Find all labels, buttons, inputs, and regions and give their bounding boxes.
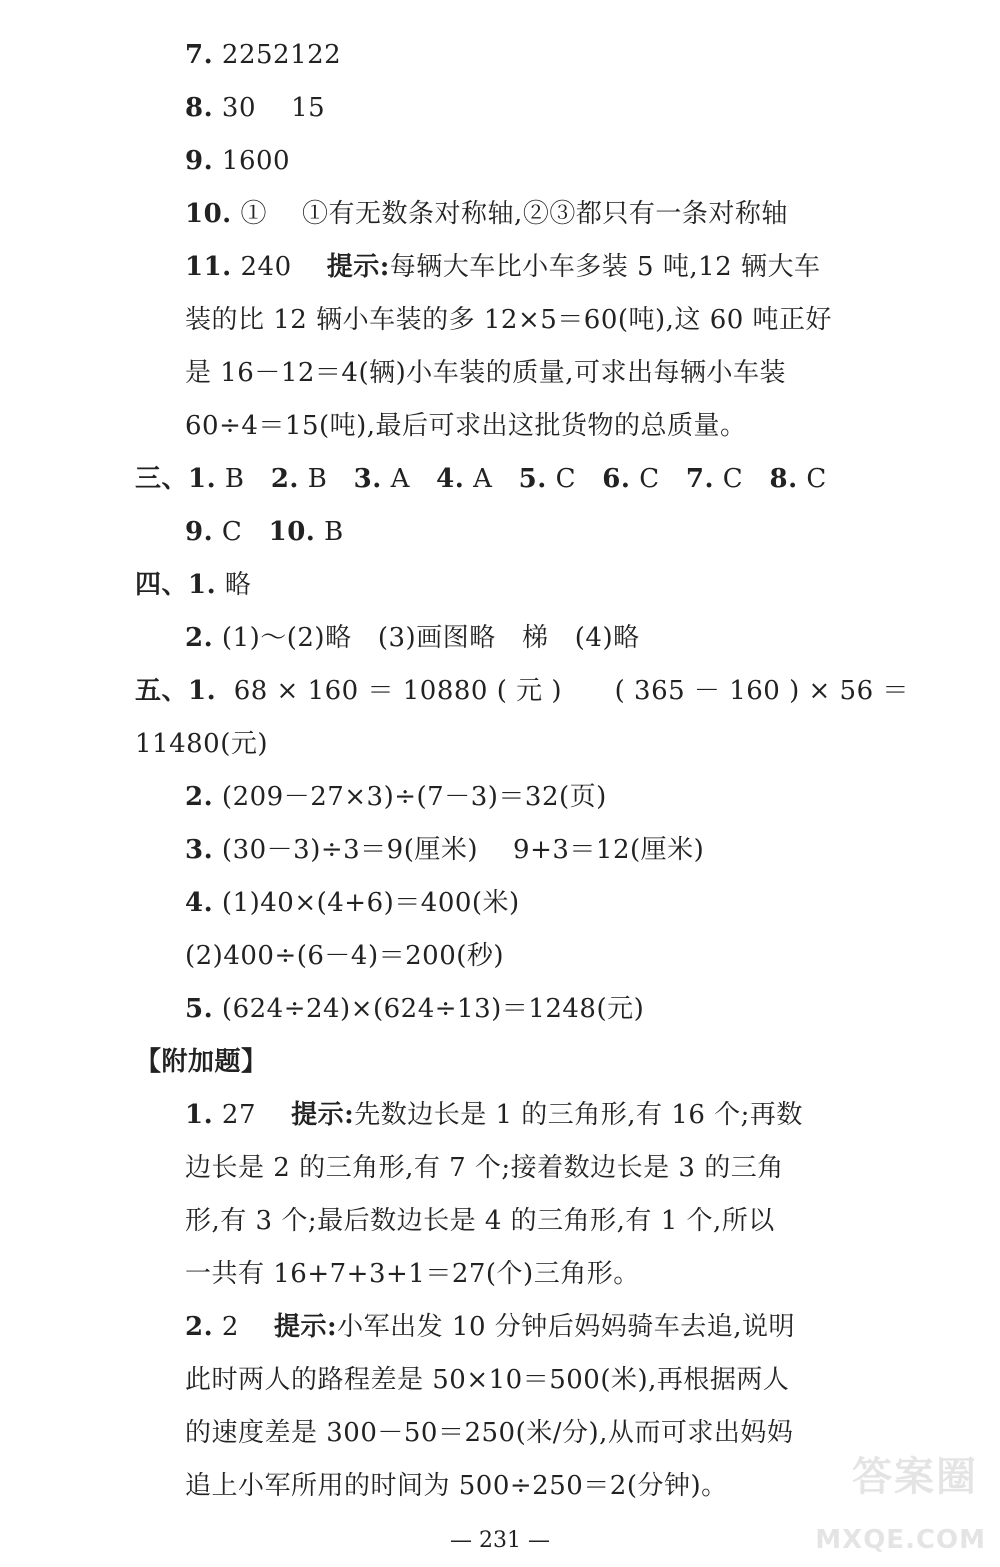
section-3-answers: 三、1. B 2. B 3. A 4. A 5. C 6. C 7. C 8. C: [135, 464, 827, 494]
bonus-answer-2-cont-2: 的速度差是 300－50＝250(米/分),从而可求出妈妈: [185, 1418, 794, 1448]
section-5-answer-4-part-2: (2)400÷(6－4)＝200(秒): [185, 941, 505, 971]
answer-10: 10. ① ①有无数条对称轴,②③都只有一条对称轴: [185, 199, 788, 229]
answer-7: 7. 2252122: [185, 40, 342, 70]
page-number: — 231 —: [450, 1528, 550, 1553]
answer-11: 11. 240 提示:每辆大车比小车多装 5 吨,12 辆大车: [185, 252, 821, 282]
bonus-answer-2-cont-1: 此时两人的路程差是 50×10＝500(米),再根据两人: [185, 1365, 790, 1395]
bonus-answer-1-cont-2: 形,有 3 个;最后数边长是 4 的三角形,有 1 个,所以: [185, 1206, 775, 1236]
bonus-answer-2-cont-3: 追上小军所用的时间为 500÷250＝2(分钟)。: [185, 1471, 728, 1501]
answer-11-cont-2: 是 16－12＝4(辆)小车装的质量,可求出每辆小车装: [185, 358, 787, 388]
section-4-answer-2: 2. (1)～(2)略 (3)画图略 梯 (4)略: [185, 623, 640, 653]
section-5-answer-1-cont: 11480(元): [135, 729, 268, 759]
bonus-answer-2: 2. 2 提示:小军出发 10 分钟后妈妈骑车去追,说明: [185, 1312, 796, 1342]
watermark-site-text: MXQE.COM: [815, 1525, 986, 1555]
bonus-answer-1-cont-3: 一共有 16+7+3+1＝27(个)三角形。: [185, 1259, 640, 1289]
bonus-answer-1: 1. 27 提示:先数边长是 1 的三角形,有 16 个;再数: [185, 1100, 803, 1130]
section-5-answer-2: 2. (209－27×3)÷(7－3)＝32(页): [185, 782, 607, 812]
answer-11-cont-1: 装的比 12 辆小车装的多 12×5＝60(吨),这 60 吨正好: [185, 305, 833, 335]
section-5-answer-1: 五、1. 68 × 160 ＝ 10880 ( 元 ) ( 365 － 160 ) × 56 ＝: [135, 676, 909, 706]
section-3-answers-cont: 9. C 10. B: [185, 517, 344, 547]
section-5-answer-3: 3. (30－3)÷3＝9(厘米) 9+3＝12(厘米): [185, 835, 705, 865]
bonus-section-heading: 【附加题】: [135, 1047, 268, 1077]
section-5-answer-5: 5. (624÷24)×(624÷13)＝1248(元): [185, 994, 645, 1024]
section-4-answer-1: 四、1. 略: [135, 570, 252, 600]
answer-8: 8. 30 15: [185, 93, 326, 123]
answer-11-cont-3: 60÷4＝15(吨),最后可求出这批货物的总质量。: [185, 411, 747, 441]
section-5-answer-4: 4. (1)40×(4+6)＝400(米): [185, 888, 520, 918]
bonus-answer-1-cont-1: 边长是 2 的三角形,有 7 个;接着数边长是 3 的三角: [185, 1153, 784, 1183]
answer-9: 9. 1600: [185, 146, 291, 176]
watermark-logo: [806, 1445, 986, 1555]
watermark-logo-text: 答案圈: [852, 1454, 978, 1500]
